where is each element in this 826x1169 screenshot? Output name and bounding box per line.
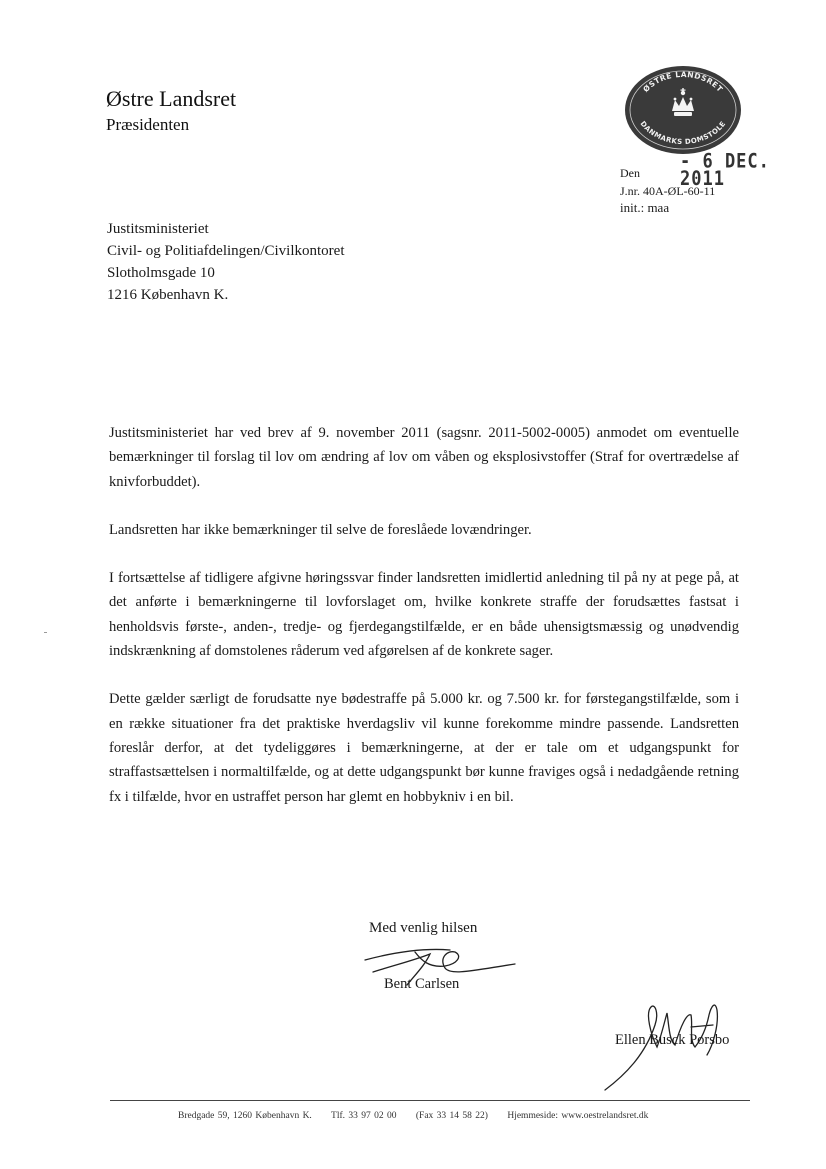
- court-subtitle: Præsidenten: [106, 115, 190, 134]
- recipient-line: Justitsministeriet: [107, 221, 209, 237]
- footer-fax: (Fax 33 14 58 22): [415, 1111, 488, 1121]
- initials: init.: maa: [620, 200, 670, 215]
- recipient-line: Civil- og Politiafdelingen/Civilkontoret: [107, 243, 345, 259]
- footer: [178, 1111, 664, 1121]
- recipient-address: [107, 218, 344, 306]
- letter-body: [109, 421, 739, 833]
- footer-phone: Tlf. 33 97 02 00: [331, 1111, 397, 1121]
- recipient-line: 1216 København K.: [107, 287, 229, 303]
- body-paragraph: Dette gælder særligt de forudsatte nye bødestraffe på 5.000 kr. og 7.500 kr. for førstegangstilfælde, som i en række situationer fra det praktiske hverdagsliv vil kunne forekomme mindre passende. Landsretten foreslår derfor, at det tydeliggøres i bemærkningerne, at der er tale om et udgangspunkt for straffastsættelsen i normaltilfælde, og at dette udgangspunkt bør kunne fraviges også i nedadgående retning fx i tilfælde, hvor en ustraffet person har glemt en hobbykniv i en bil.: [109, 691, 739, 805]
- recipient-line: Slotholmsgade 10: [107, 265, 215, 281]
- court-seal-icon: [622, 64, 744, 156]
- journal-number: J.nr. 40A-ØL-60-11: [620, 184, 716, 198]
- signer-name: Ellen Busck Porsbo: [615, 1032, 730, 1048]
- scan-speck: [44, 632, 47, 633]
- date-label: Den: [620, 166, 640, 180]
- footer-website: Hjemmeside: www.oestrelandsret.dk: [507, 1111, 649, 1121]
- body-paragraph: I fortsættelse af tidligere afgivne høringssvar finder landsretten imidlertid anledning til på ny at pege på, at det anførte i bemærkningerne til lovforslaget om, hvilke konkrete straffe der forudsættes fastsat i henholdsvis første-, anden-, tredje- og fjerdegangstilfælde, er en både uhensigtsmæssig og unødvendig indskrænkning af domstolenes råderum ved afgørelsen af de konkrete sager.: [109, 570, 739, 660]
- body-paragraph: Justitsministeriet har ved brev af 9. november 2011 (sagsnr. 2011-5002-0005) anmodet om eventuelle bemærkninger til forslag til lov om ændring af lov om våben og eksplosivstoffer (Straf for overtrædelse af knivforbuddet).: [109, 425, 739, 490]
- court-name: Østre Landsret: [106, 86, 237, 111]
- footer-address: Bredgade 59, 1260 København K.: [178, 1111, 312, 1121]
- closing-greeting: Med venlig hilsen: [369, 920, 478, 936]
- body-paragraph: Landsretten har ikke bemærkninger til selve de foreslåede lovændringer.: [109, 521, 532, 538]
- date-stamp: - 6 DEC. 2011: [680, 150, 770, 191]
- signer-name: Bent Carlsen: [384, 976, 460, 992]
- seal-top-text: ØSTRE LANDSRET: [641, 69, 725, 94]
- footer-divider: [110, 1100, 750, 1101]
- seal-bottom-text: DANMARKS DOMSTOLE: [638, 119, 728, 147]
